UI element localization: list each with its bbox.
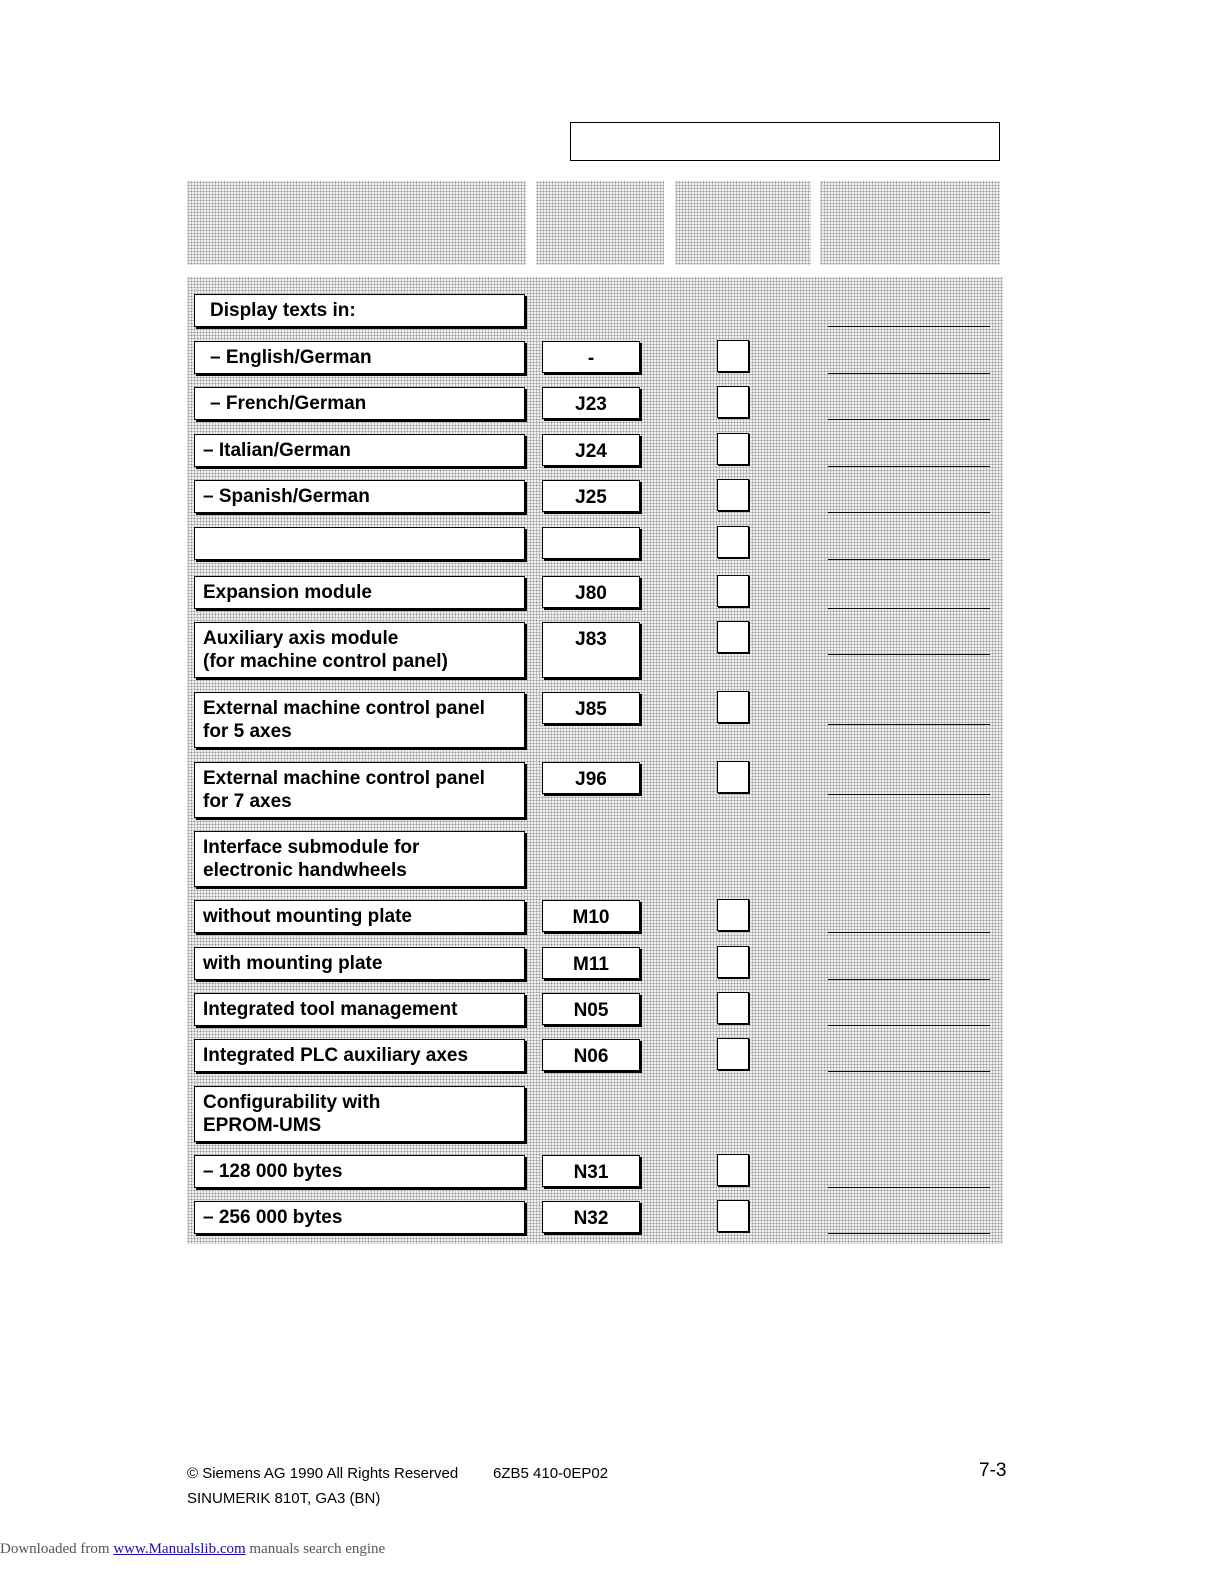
option-label: Integrated PLC auxiliary axes	[194, 1039, 525, 1072]
option-label: – Italian/German	[194, 434, 525, 467]
option-entry-line[interactable]	[828, 608, 990, 609]
option-checkbox[interactable]	[717, 526, 749, 558]
option-checkbox[interactable]	[717, 621, 749, 653]
header-shade-column-3	[675, 181, 811, 265]
page-number: 7-3	[979, 1460, 1007, 1481]
download-prefix: Downloaded from	[0, 1541, 114, 1557]
option-entry-line[interactable]	[828, 1025, 990, 1026]
option-entry-line[interactable]	[828, 979, 990, 980]
option-label: Interface submodule for electronic handwheels	[194, 831, 525, 887]
option-code: J96	[542, 762, 640, 794]
option-entry-line[interactable]	[828, 1233, 990, 1234]
option-entry-line[interactable]	[828, 559, 990, 560]
option-entry-line[interactable]	[828, 1071, 990, 1072]
option-checkbox[interactable]	[717, 761, 749, 793]
option-entry-line[interactable]	[828, 1187, 990, 1188]
option-checkbox[interactable]	[717, 1038, 749, 1070]
option-code	[542, 527, 640, 559]
option-checkbox[interactable]	[717, 386, 749, 418]
option-checkbox[interactable]	[717, 1154, 749, 1186]
option-code: N32	[542, 1201, 640, 1233]
download-notice	[0, 1541, 385, 1558]
option-entry-line[interactable]	[828, 724, 990, 725]
footer-product: SINUMERIK 810T, GA3 (BN)	[187, 1490, 381, 1507]
header-blank-box	[570, 122, 1000, 161]
option-checkbox[interactable]	[717, 992, 749, 1024]
option-code: M10	[542, 900, 640, 932]
option-label: – 256 000 bytes	[194, 1201, 525, 1234]
option-code: J85	[542, 692, 640, 724]
option-code: J25	[542, 480, 640, 512]
option-code: N31	[542, 1155, 640, 1187]
option-entry-line[interactable]	[828, 326, 990, 327]
option-checkbox[interactable]	[717, 479, 749, 511]
option-checkbox[interactable]	[717, 946, 749, 978]
option-entry-line[interactable]	[828, 419, 990, 420]
option-code: J83	[542, 622, 640, 678]
option-label: External machine control panel for 5 axes	[194, 692, 525, 748]
option-checkbox[interactable]	[717, 691, 749, 723]
header-shade-column-4	[820, 181, 1000, 265]
option-checkbox[interactable]	[717, 899, 749, 931]
option-code: N06	[542, 1039, 640, 1071]
option-entry-line[interactable]	[828, 466, 990, 467]
option-code: J24	[542, 434, 640, 466]
option-entry-line[interactable]	[828, 512, 990, 513]
footer-copyright: © Siemens AG 1990 All Rights Reserved	[187, 1465, 459, 1482]
option-label: – 128 000 bytes	[194, 1155, 525, 1188]
manualslib-link[interactable]: www.Manualslib.com	[113, 1541, 246, 1557]
option-label: Display texts in:	[194, 294, 525, 327]
option-entry-line[interactable]	[828, 932, 990, 933]
option-checkbox[interactable]	[717, 433, 749, 465]
option-label: without mounting plate	[194, 900, 525, 933]
option-checkbox[interactable]	[717, 575, 749, 607]
option-label: with mounting plate	[194, 947, 525, 980]
option-code: N05	[542, 993, 640, 1025]
option-label: – Spanish/German	[194, 480, 525, 513]
option-checkbox[interactable]	[717, 1200, 749, 1232]
option-label: – French/German	[194, 387, 525, 420]
option-label	[194, 527, 525, 560]
footer-order-number: 6ZB5 410-0EP02	[493, 1465, 609, 1482]
option-label: Integrated tool management	[194, 993, 525, 1026]
option-label: Expansion module	[194, 576, 525, 609]
download-suffix: manuals search engine	[245, 1541, 386, 1557]
option-code: J80	[542, 576, 640, 608]
option-entry-line[interactable]	[828, 794, 990, 795]
header-shade-column-1	[187, 181, 526, 265]
header-shade-column-2	[536, 181, 664, 265]
option-checkbox[interactable]	[717, 340, 749, 372]
option-code: -	[542, 341, 640, 373]
option-label: External machine control panel for 7 axes	[194, 762, 525, 818]
option-label: Auxiliary axis module (for machine control panel)	[194, 622, 525, 678]
option-code: J23	[542, 387, 640, 419]
option-entry-line[interactable]	[828, 373, 990, 374]
option-label: – English/German	[194, 341, 525, 374]
option-entry-line[interactable]	[828, 654, 990, 655]
option-label: Configurability with EPROM-UMS	[194, 1086, 525, 1142]
option-code: M11	[542, 947, 640, 979]
